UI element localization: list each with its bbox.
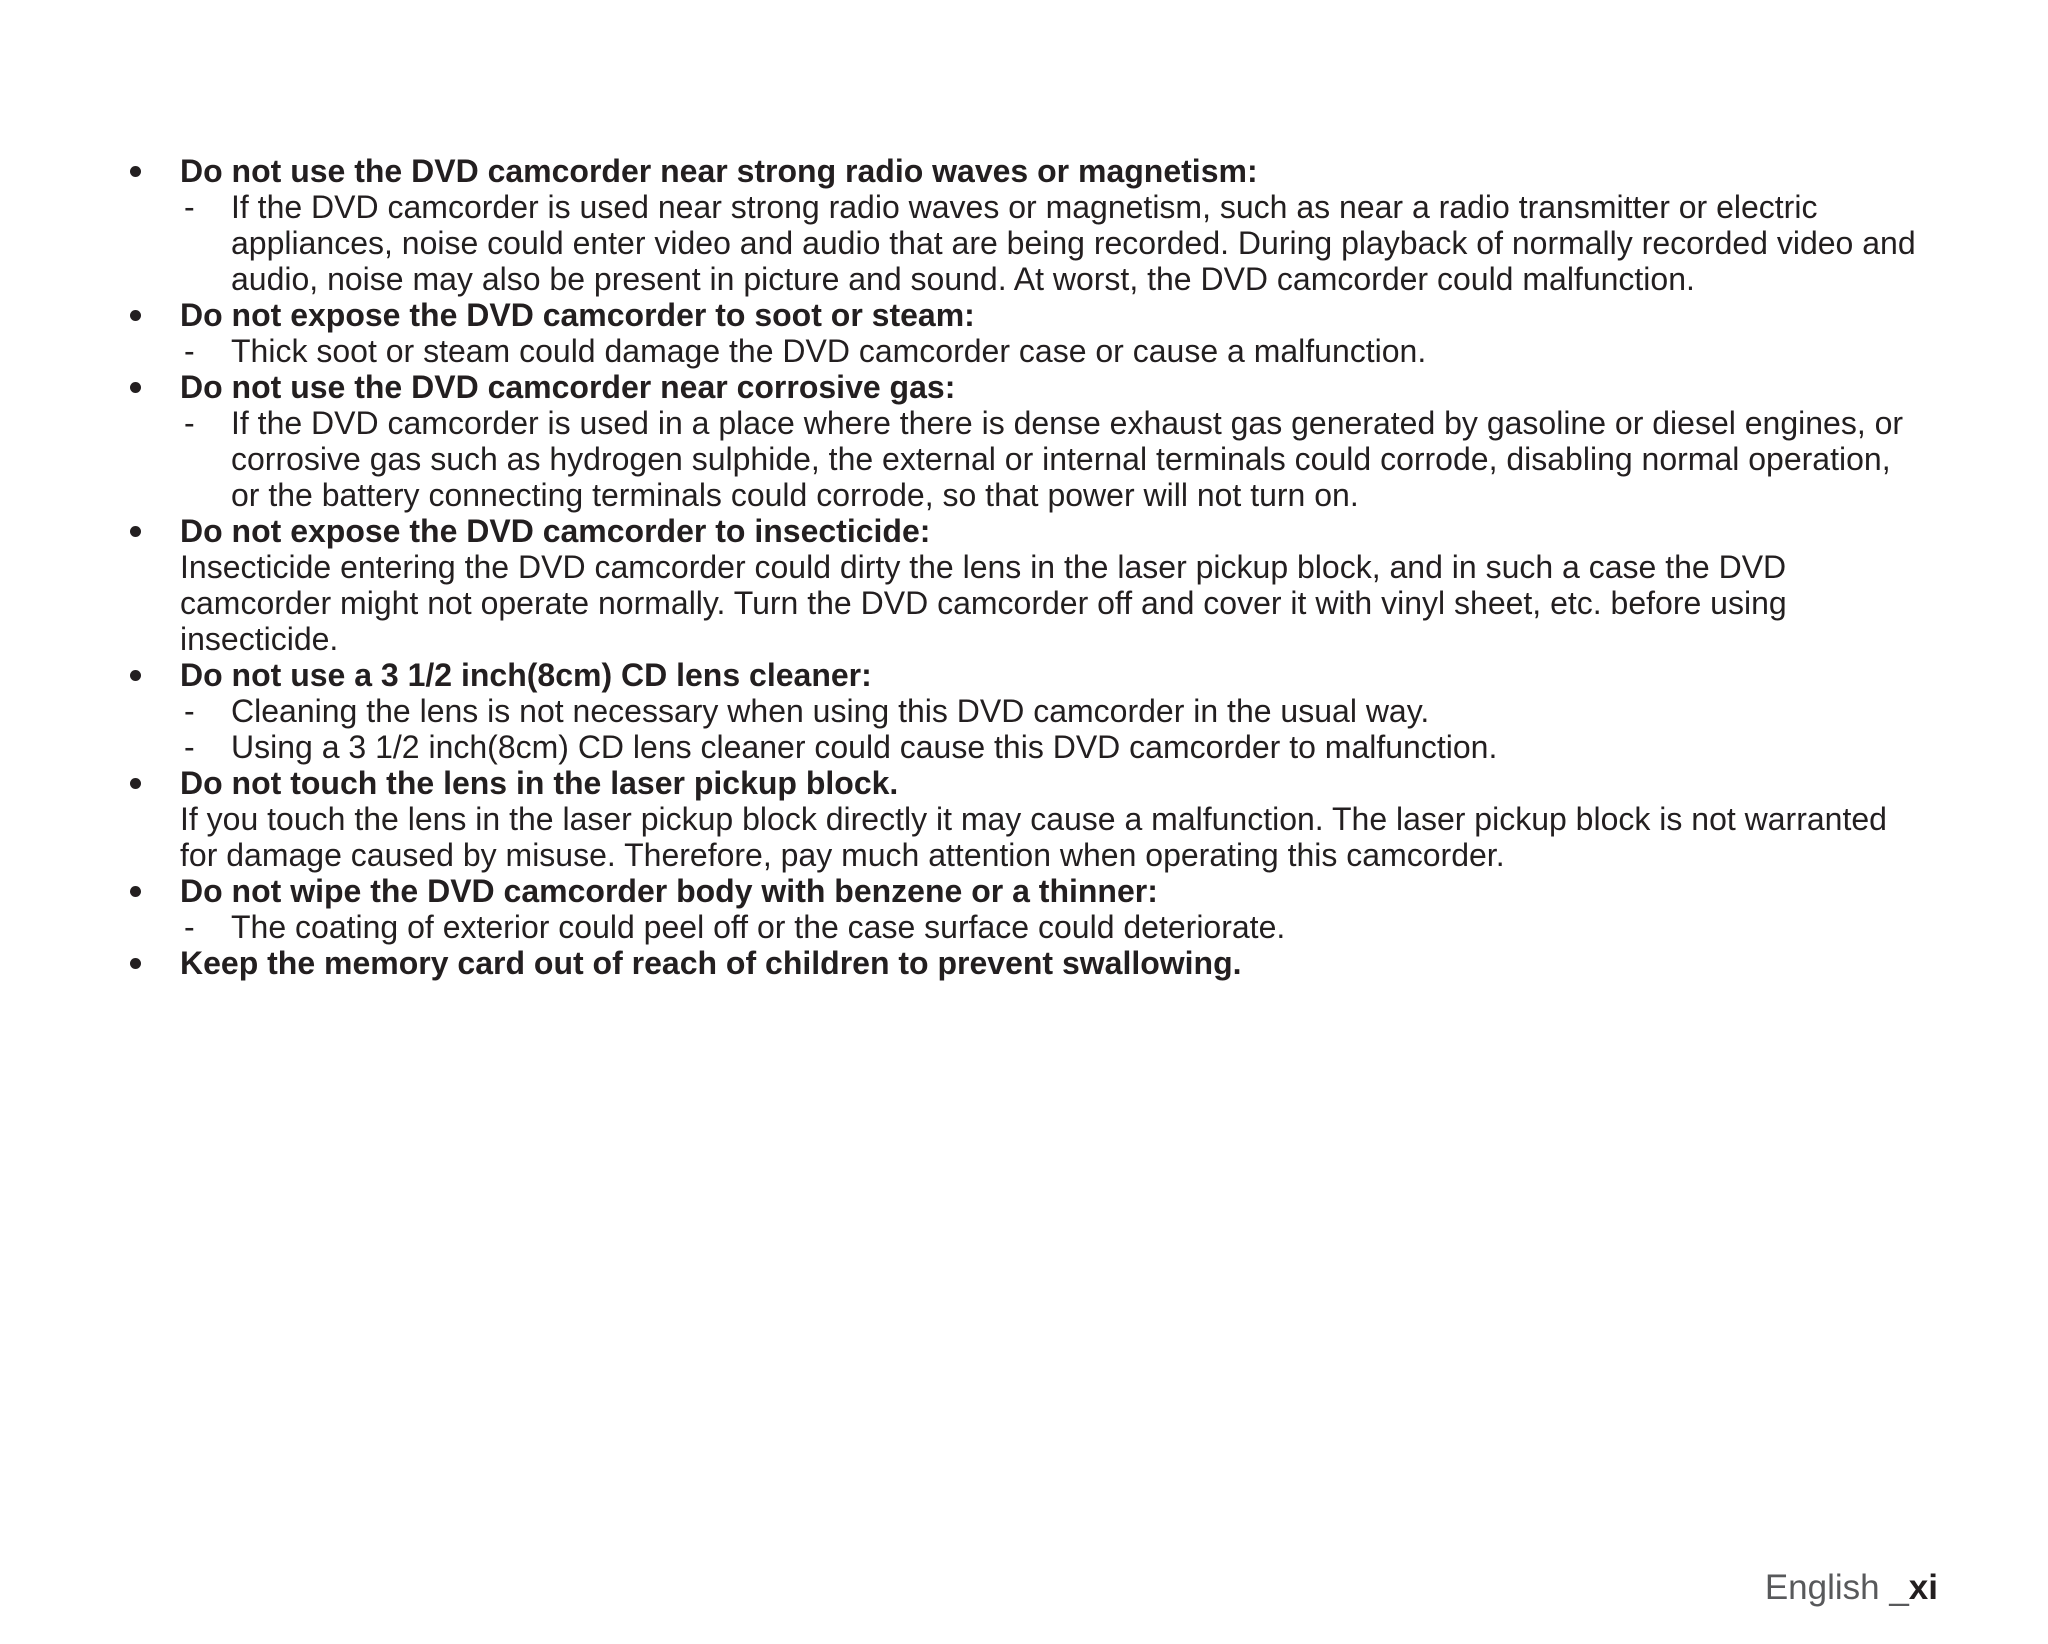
section-heading: Do not expose the DVD camcorder to soot or steam: — [180, 297, 975, 333]
dash-icon: - — [184, 189, 195, 225]
section-heading: Keep the memory card out of reach of children to prevent swallowing. — [180, 945, 1242, 981]
dash-icon: - — [184, 909, 195, 945]
section-heading: Do not wipe the DVD camcorder body with benzene or a thinner: — [180, 873, 1158, 909]
dash-icon: - — [184, 333, 195, 369]
page-number: xi — [1908, 1568, 1938, 1607]
section-corrosive-gas — [126, 369, 1926, 513]
bullet-icon — [130, 382, 141, 393]
section-soot-steam — [126, 297, 1926, 369]
page-footer — [1765, 1568, 1938, 1608]
precautions-content — [126, 153, 1926, 981]
bullet-icon — [130, 778, 141, 789]
sub-item — [180, 909, 1926, 945]
section-benzene-thinner — [126, 873, 1926, 945]
dash-icon: - — [184, 693, 195, 729]
section-laser-pickup — [126, 765, 1926, 873]
section-heading: Do not touch the lens in the laser pickup block. — [180, 765, 899, 801]
sub-item-text: If the DVD camcorder is used near strong radio waves or magnetism, such as near a radio transmitter or electric appliances, noise could enter video and audio that are being recorded. During playback of normally recorded video and audio, noise may also be present in picture and sound. At worst, the DVD camcorder could malfunction. — [231, 189, 1916, 297]
section-memory-card — [126, 945, 1926, 981]
sub-item — [180, 693, 1926, 729]
section-body: If you touch the lens in the laser pickup block directly it may cause a malfunction. The laser pickup block is not warranted for damage caused by misuse. Therefore, pay much attention when operating this camcorder. — [180, 801, 1887, 873]
sub-item-text: The coating of exterior could peel off or the case surface could deteriorate. — [231, 909, 1286, 945]
bullet-icon — [130, 670, 141, 681]
bullet-icon — [130, 958, 141, 969]
sub-item — [180, 405, 1926, 513]
dash-icon: - — [184, 729, 195, 765]
sub-item — [180, 729, 1926, 765]
dash-icon: - — [184, 405, 195, 441]
bullet-icon — [130, 526, 141, 537]
section-body: Insecticide entering the DVD camcorder could dirty the lens in the laser pickup block, and in such a case the DVD camcorder might not operate normally. Turn the DVD camcorder off and cover it with vinyl sheet, etc. before using insecticide. — [180, 549, 1787, 657]
section-insecticide — [126, 513, 1926, 657]
section-heading: Do not use the DVD camcorder near corrosive gas: — [180, 369, 956, 405]
bullet-icon — [130, 310, 141, 321]
section-radio-waves — [126, 153, 1926, 297]
section-heading: Do not use a 3 1/2 inch(8cm) CD lens cleaner: — [180, 657, 872, 693]
sub-item-text: Using a 3 1/2 inch(8cm) CD lens cleaner could cause this DVD camcorder to malfunction. — [231, 729, 1498, 765]
bullet-icon — [130, 166, 141, 177]
section-heading: Do not use the DVD camcorder near strong radio waves or magnetism: — [180, 153, 1258, 189]
sub-item — [180, 189, 1926, 297]
footer-language: English _ — [1764, 1568, 1909, 1607]
bullet-icon — [130, 886, 141, 897]
section-lens-cleaner — [126, 657, 1926, 765]
sub-item-text: Thick soot or steam could damage the DVD camcorder case or cause a malfunction. — [231, 333, 1427, 369]
sub-item-text: Cleaning the lens is not necessary when using this DVD camcorder in the usual way. — [231, 693, 1430, 729]
sub-item — [180, 333, 1926, 369]
section-heading: Do not expose the DVD camcorder to insecticide: — [180, 513, 931, 549]
sub-item-text: If the DVD camcorder is used in a place where there is dense exhaust gas generated by gasoline or diesel engines, or corrosive gas such as hydrogen sulphide, the external or internal terminals could corrode, disabling normal operation, or the battery connecting terminals could corrode, so that power will not turn on. — [231, 405, 1904, 513]
